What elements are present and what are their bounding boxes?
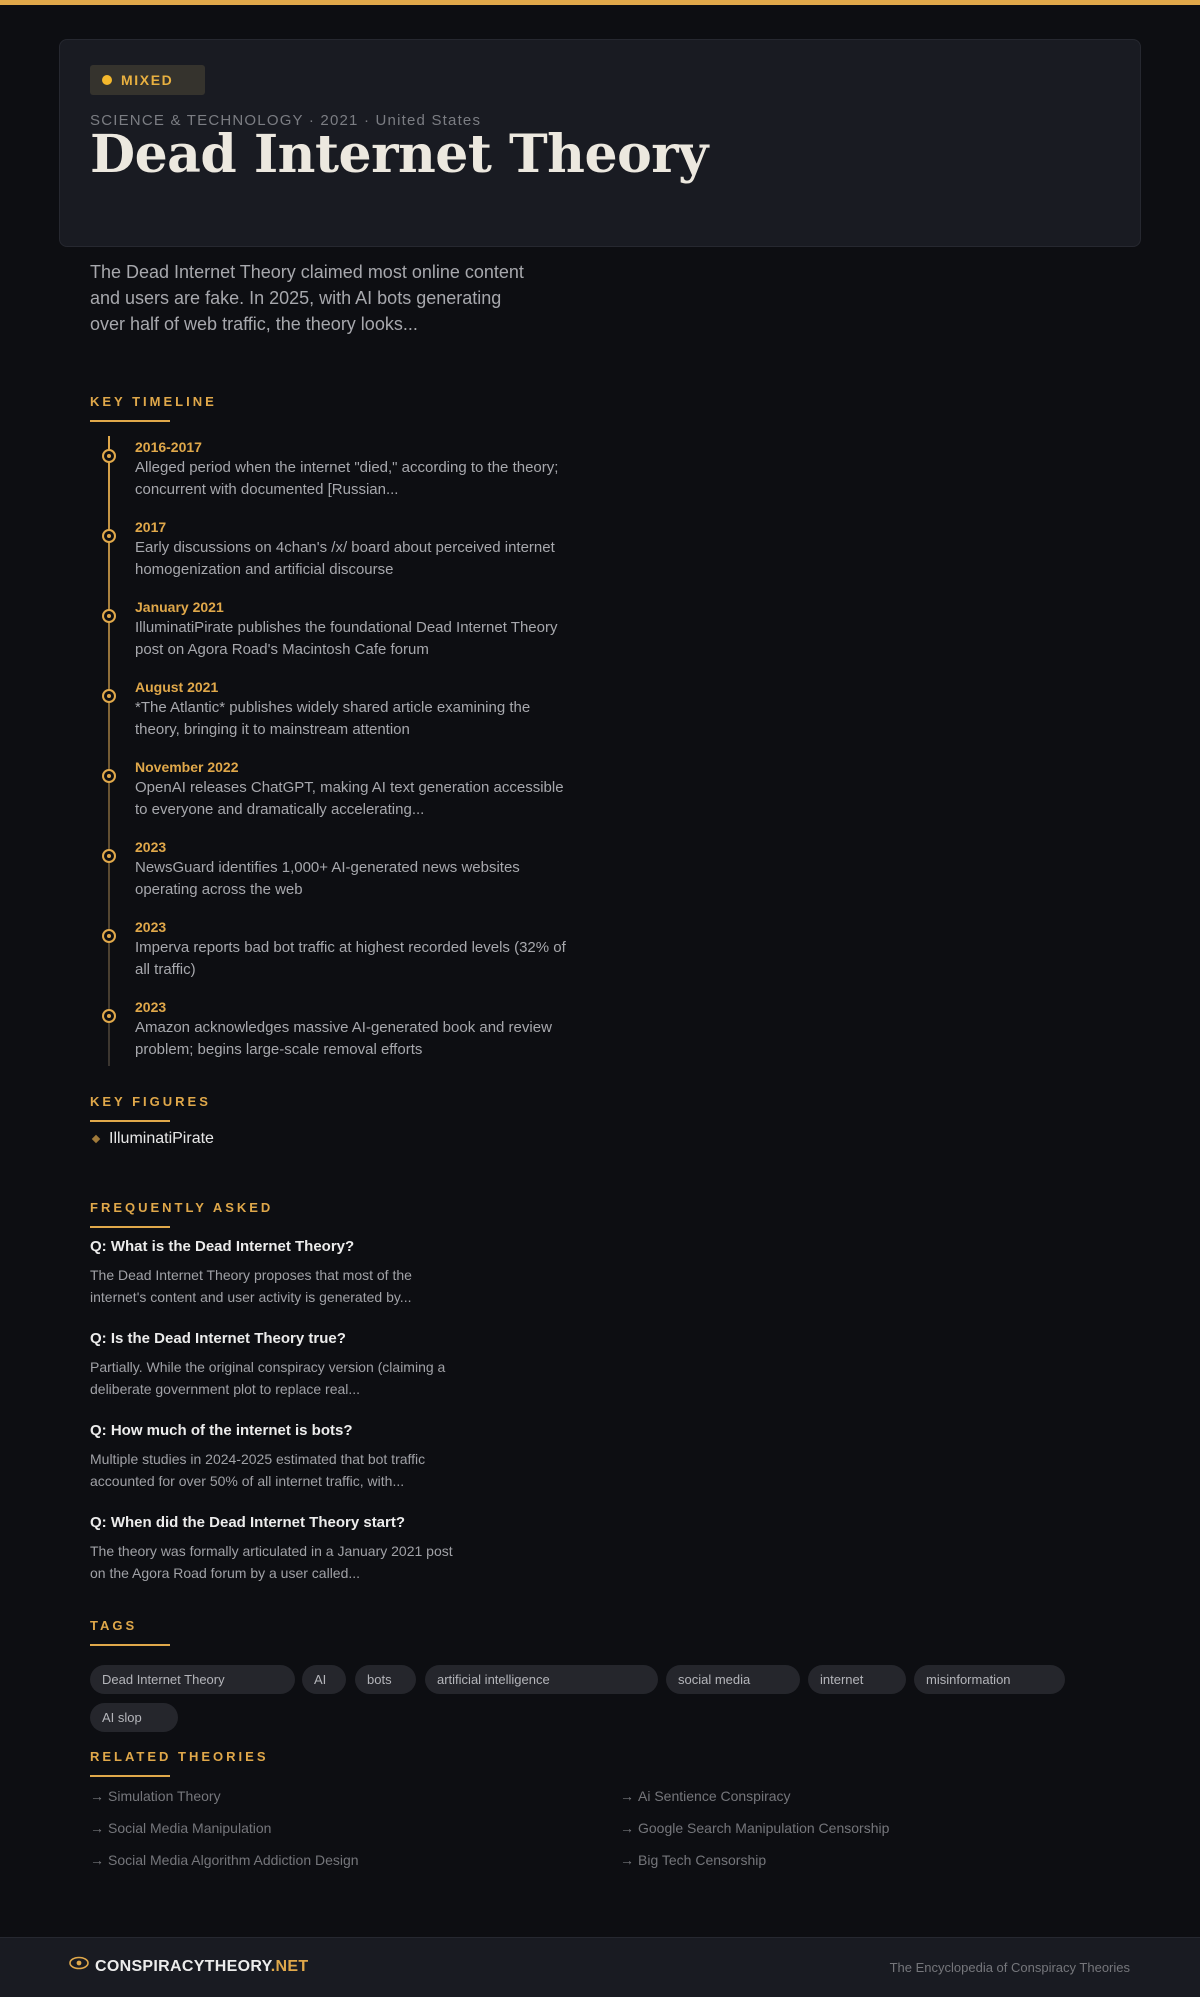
verdict-label: MIXED [121, 72, 174, 88]
related-link-label: Ai Sentience Conspiracy [638, 1788, 791, 1804]
related-link-label: Big Tech Censorship [638, 1852, 767, 1868]
related-link-label: Social Media Algorithm Addiction Design [108, 1852, 359, 1868]
top-accent-bar [0, 0, 1200, 5]
timeline-text: OpenAI releases ChatGPT, making AI text generation accessible to everyone and dramatically accelerating... [135, 779, 564, 818]
faq-question: Q: What is the Dead Internet Theory? [90, 1238, 355, 1255]
related-link-ai-sentience[interactable] [620, 1788, 791, 1804]
faq-question: Q: Is the Dead Internet Theory true? [90, 1330, 346, 1347]
key-figure-item[interactable] [90, 1130, 214, 1148]
key-figure-name: IlluminatiPirate [109, 1130, 214, 1147]
timeline-text: Amazon acknowledges massive AI-generated book and review problem; begins large-scale removal efforts [135, 1019, 552, 1058]
page-title: Dead Internet Theory [90, 124, 708, 185]
tag-chip[interactable]: AI slop [90, 1703, 178, 1732]
tag-chip[interactable]: bots [355, 1665, 416, 1694]
tag-chip[interactable]: AI [302, 1665, 346, 1694]
timeline-text: Alleged period when the internet "died," according to the theory; concurrent with documented [Russian... [135, 459, 559, 498]
timeline-heading: KEY TIMELINE [90, 394, 217, 409]
arrow-right-icon: → [90, 1820, 104, 1836]
faq-heading: FREQUENTLY ASKED [90, 1200, 274, 1215]
footer [0, 1937, 1200, 1997]
tag-chip[interactable]: misinformation [914, 1665, 1065, 1694]
hero-card [59, 39, 1141, 247]
brand-name: CONSPIRACYTHEORY [95, 1958, 271, 1975]
tag-chip[interactable]: Dead Internet Theory [90, 1665, 295, 1694]
status-dot-icon [102, 75, 112, 85]
timeline-date: January 2021 [135, 599, 224, 615]
arrow-right-icon: → [90, 1852, 104, 1868]
category-meta: SCIENCE & TECHNOLOGY · 2021 · United States [90, 112, 482, 129]
tag-chip[interactable]: social media [666, 1665, 800, 1694]
timeline-marker-icon [102, 929, 116, 943]
verdict-badge [90, 65, 205, 95]
timeline-marker-icon [102, 849, 116, 863]
timeline-marker-icon [102, 1009, 116, 1023]
timeline [90, 436, 610, 1066]
timeline-text: NewsGuard identifies 1,000+ AI-generated news websites operating across the web [135, 859, 520, 898]
faq-question: Q: When did the Dead Internet Theory start? [90, 1514, 406, 1531]
timeline-date: 2023 [135, 919, 167, 935]
arrow-right-icon: → [620, 1852, 634, 1868]
tags-heading: TAGS [90, 1618, 138, 1633]
related-link-label: Simulation Theory [108, 1788, 221, 1804]
faq-answer: The Dead Internet Theory proposes that most of the internet's content and user activity is generated by... [90, 1267, 412, 1305]
arrow-right-icon: → [620, 1788, 634, 1804]
brand-tld: .NET [270, 1958, 309, 1975]
summary-text: The Dead Internet Theory claimed most online content and users are fake. In 2025, with AI bots generating over half of web traffic, the theory looks... [90, 262, 524, 334]
eye-icon [69, 1956, 89, 1970]
timeline-date: August 2021 [135, 679, 219, 695]
timeline-marker-icon [102, 449, 116, 463]
tag-chip[interactable]: internet [808, 1665, 906, 1694]
timeline-text: *The Atlantic* publishes widely shared article examining the theory, bringing it to mainstream attention [135, 699, 531, 738]
related-link-google-search[interactable] [620, 1820, 889, 1836]
tag-chip[interactable]: artificial intelligence [425, 1665, 658, 1694]
timeline-text: Imperva reports bad bot traffic at highest recorded levels (32% of all traffic) [135, 939, 566, 978]
diamond-bullet-icon [92, 1135, 100, 1143]
timeline-text: Early discussions on 4chan's /x/ board about perceived internet homogenization and artificial discourse [135, 539, 555, 578]
timeline-marker-icon [102, 529, 116, 543]
timeline-marker-icon [102, 609, 116, 623]
faq-answer: Partially. While the original conspiracy version (claiming a deliberate government plot to replace real... [90, 1359, 446, 1397]
related-link-label: Social Media Manipulation [108, 1820, 272, 1836]
related-link-social-media-manipulation[interactable] [90, 1820, 271, 1836]
related-link-simulation-theory[interactable] [90, 1788, 221, 1804]
timeline-date: 2023 [135, 999, 167, 1015]
related-heading: RELATED THEORIES [90, 1749, 269, 1764]
site-logo-link[interactable] [95, 1958, 308, 1976]
related-link-label: Google Search Manipulation Censorship [638, 1820, 890, 1836]
arrow-right-icon: → [620, 1820, 634, 1836]
timeline-date: 2016-2017 [135, 439, 202, 455]
related-link-algorithm-addiction[interactable] [90, 1852, 359, 1868]
faq-question: Q: How much of the internet is bots? [90, 1422, 353, 1439]
faq-answer: Multiple studies in 2024-2025 estimated that bot traffic accounted for over 50% of all internet traffic, with... [90, 1451, 426, 1489]
related-link-big-tech-censorship[interactable] [620, 1852, 766, 1868]
footer-tagline: The Encyclopedia of Conspiracy Theories [889, 1960, 1130, 1975]
timeline-date: 2017 [135, 519, 167, 535]
faq-answer: The theory was formally articulated in a January 2021 post on the Agora Road forum by a user called... [90, 1543, 453, 1581]
figures-heading: KEY FIGURES [90, 1094, 211, 1109]
timeline-marker-icon [102, 769, 116, 783]
timeline-marker-icon [102, 689, 116, 703]
arrow-right-icon: → [90, 1788, 104, 1804]
timeline-text: IlluminatiPirate publishes the foundational Dead Internet Theory post on Agora Road's Macintosh Cafe forum [135, 619, 558, 658]
timeline-date: 2023 [135, 839, 167, 855]
timeline-date: November 2022 [135, 759, 239, 775]
